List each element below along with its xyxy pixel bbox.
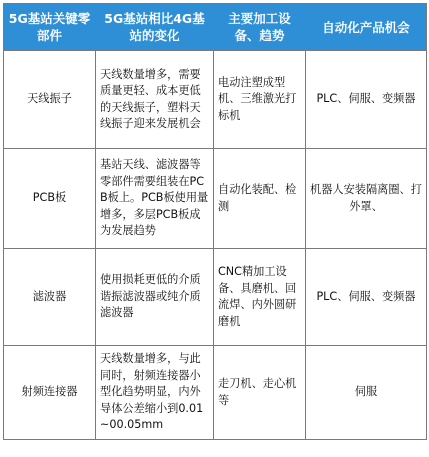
header-part: 5G基站关键零部件 xyxy=(4,4,96,51)
cell-equipment: CNC精加工设备、具磨机、回流焊、内外圆研磨机 xyxy=(214,249,306,346)
cell-products: 机器人安装隔离圈、打外罩、 xyxy=(306,149,427,249)
header-equipment: 主要加工设备、趋势 xyxy=(214,4,306,51)
header-row xyxy=(4,4,427,51)
cell-change: 天线数量增多，需要质量更轻、成本更低的天线振子，塑料天线振子迎来发展机会 xyxy=(96,51,214,149)
cell-change: 基站天线、滤波器等零部件需要组装在PCB板上。PCB板使用量增多，多层PCB板成为发展趋势 xyxy=(96,149,214,249)
header-change: 5G基站相比4G基站的变化 xyxy=(96,4,214,51)
table-row xyxy=(4,346,427,440)
cell-products: 伺服 xyxy=(306,346,427,440)
cell-change: 使用损耗更低的介质谐振滤波器或纯介质滤波器 xyxy=(96,249,214,346)
table-row xyxy=(4,149,427,249)
cell-change: 天线数量增多，与此同时，射频连接器小型化趋势明显，内外导体公差缩小到0.01~00.05mm xyxy=(96,346,214,440)
cell-part: PCB板 xyxy=(4,149,96,249)
table-row xyxy=(4,249,427,346)
cell-products: PLC、伺服、变频器 xyxy=(306,249,427,346)
header-products: 自动化产品机会 xyxy=(306,4,427,51)
cell-part: 射频连接器 xyxy=(4,346,96,440)
cell-part: 天线振子 xyxy=(4,51,96,149)
cell-equipment: 自动化装配、检测 xyxy=(214,149,306,249)
cell-equipment: 走刀机、走心机等 xyxy=(214,346,306,440)
cell-equipment: 电动注塑成型机、三维激光打标机 xyxy=(214,51,306,149)
cell-products: PLC、伺服、变频器 xyxy=(306,51,427,149)
table-row xyxy=(4,51,427,149)
parts-table xyxy=(3,3,427,440)
cell-part: 滤波器 xyxy=(4,249,96,346)
